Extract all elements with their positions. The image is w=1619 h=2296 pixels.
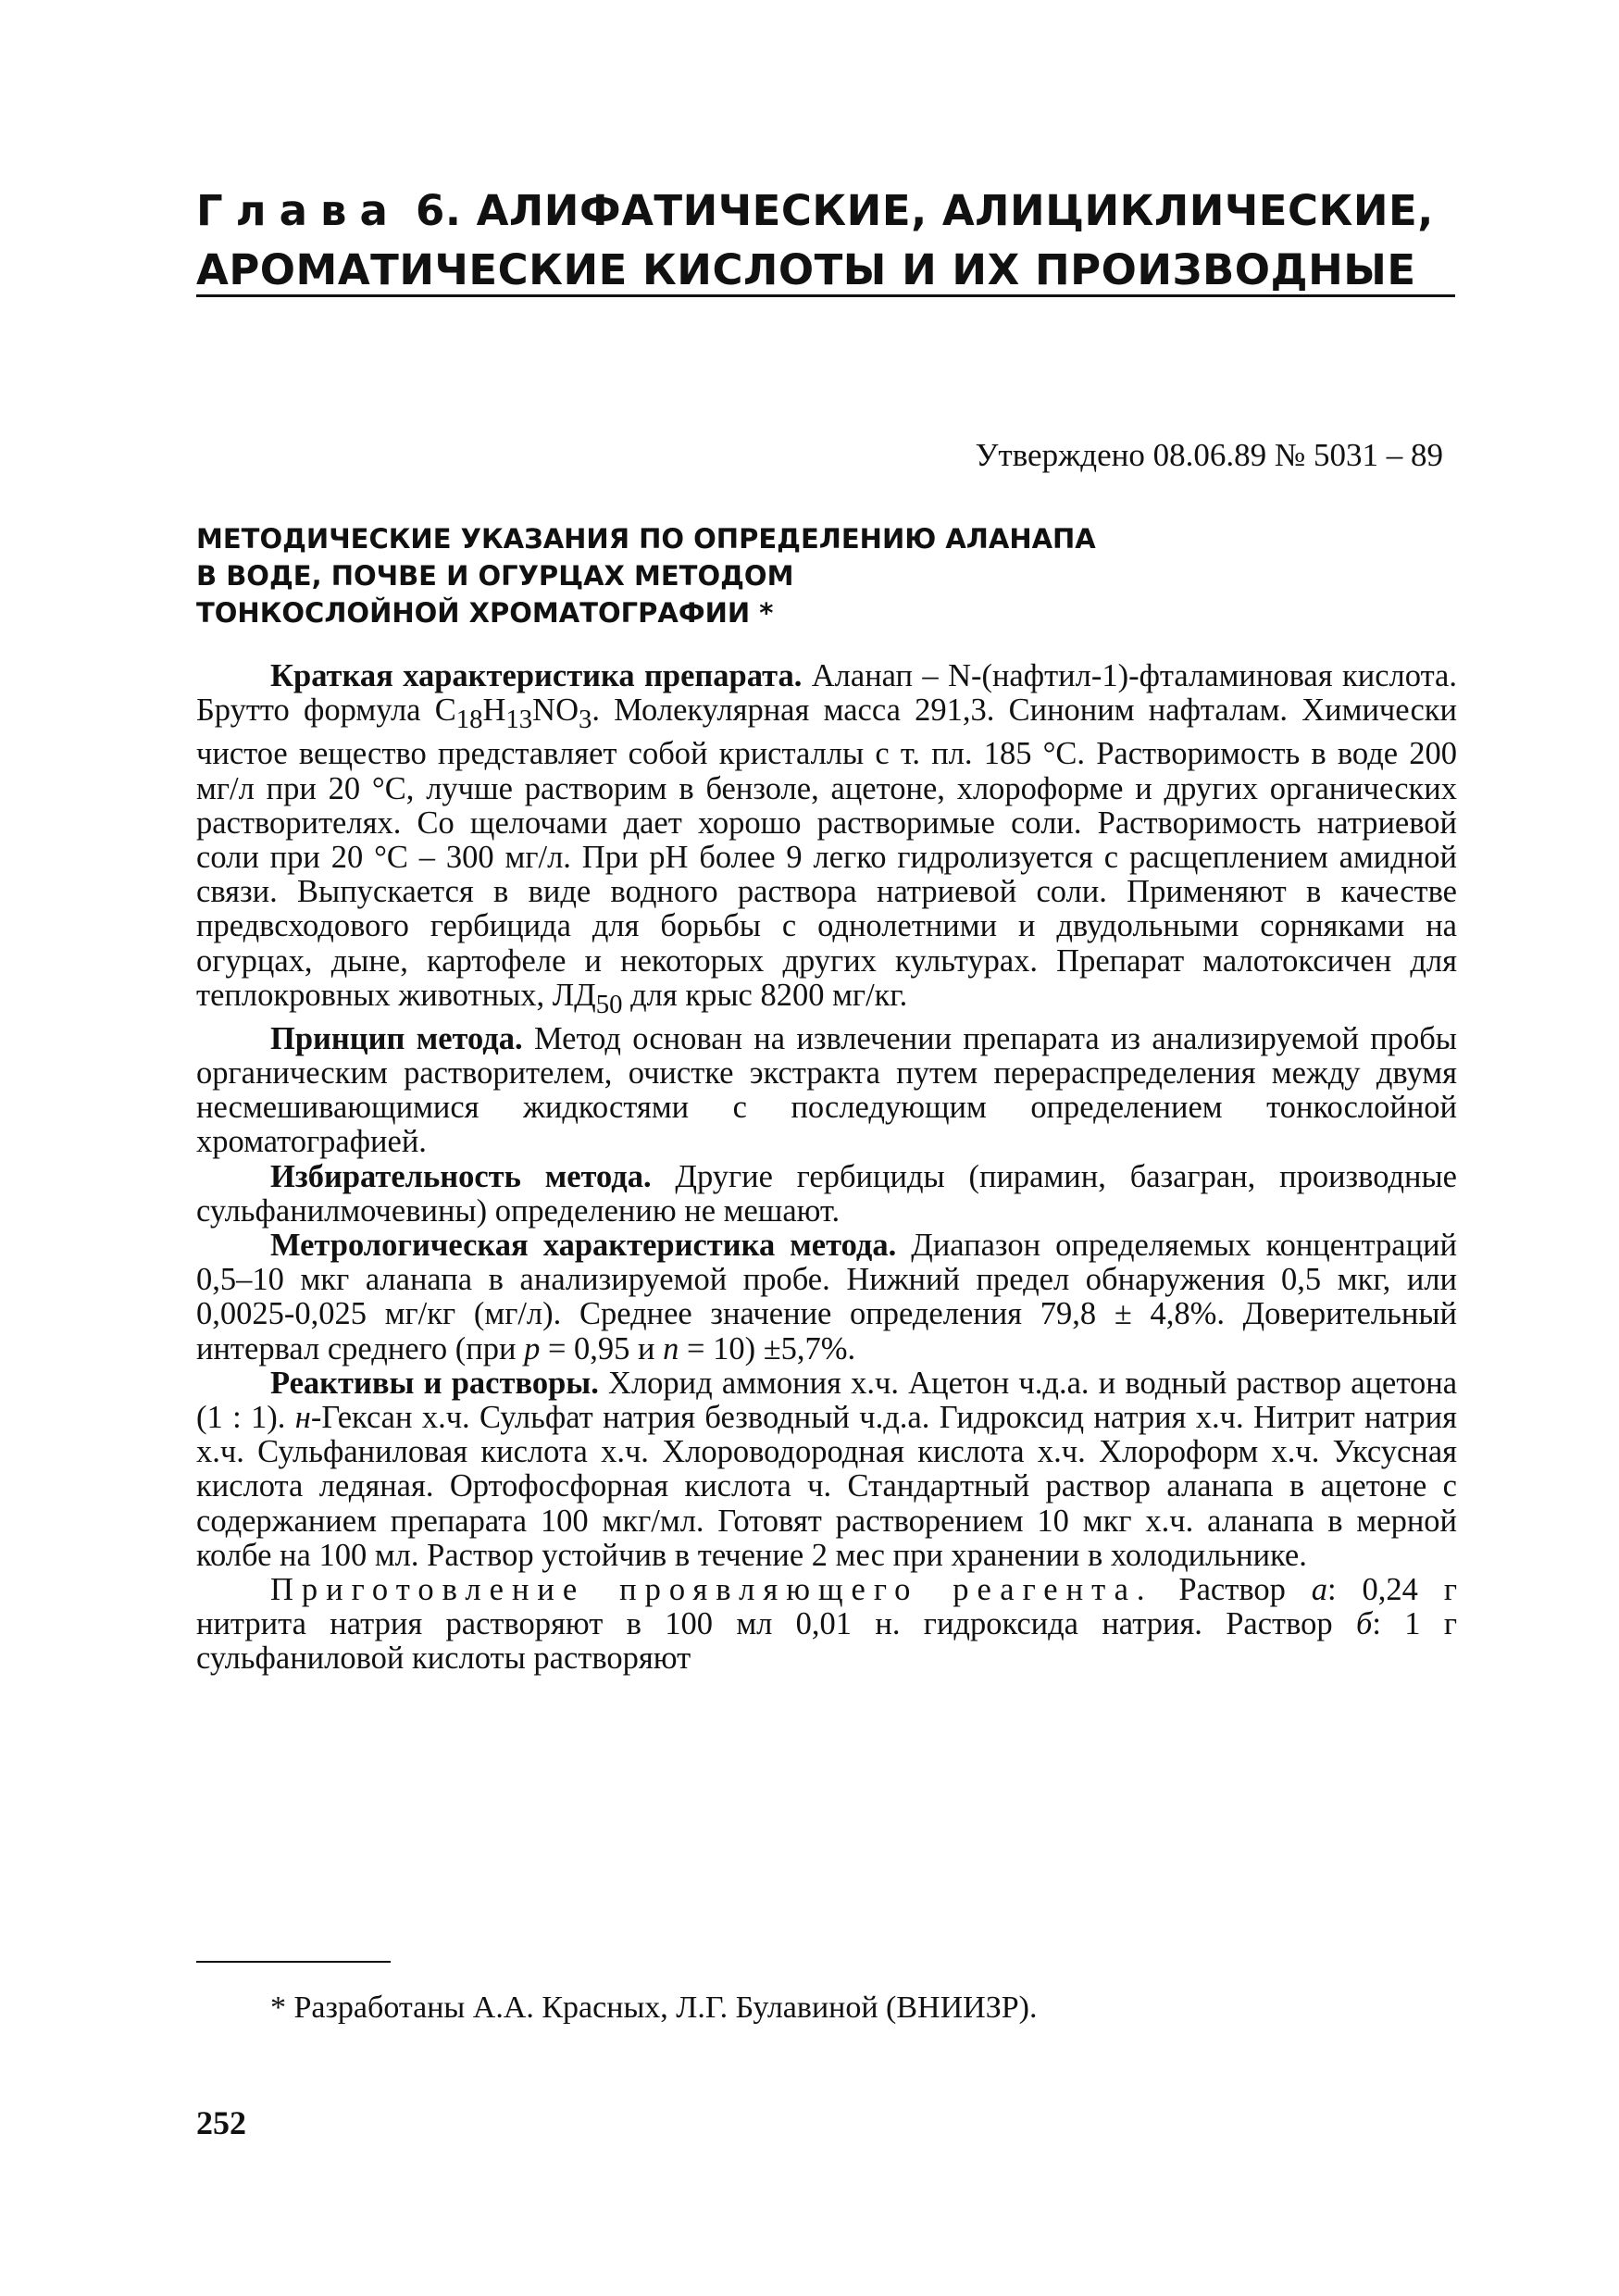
subscript: 3 [579,705,592,735]
text-span: Метод основан на извлечении препарата из анализируемой пробы органическим растворителем, очистке экстракта путем перераспределения между двумя несмешивающимися жидкостями с последующим определением тонкослойной хроматографией. [196,1020,1457,1160]
chapter-label: Глава [196,186,401,235]
subscript: 13 [505,705,533,735]
page-number: 252 [196,2104,246,2141]
variable: н [294,1400,311,1436]
heading-principle: Принцип метода. [270,1020,523,1056]
variable: n [663,1330,679,1366]
chapter-title-part-2: АРОМАТИЧЕСКИЕ КИСЛОТЫ И ИХ ПРОИЗВОДНЫЕ [196,245,1416,294]
footnote: * Разработаны А.А. Красных, Л.Г. Булавиной (ВНИИЗР). [270,1990,1038,2025]
heading-selectivity: Избирательность метода. [270,1158,652,1194]
text-span: для крыс 8200 мг/кг. [622,977,908,1013]
chapter-heading-line-1 [196,181,1455,241]
document-title [196,520,1307,631]
chapter-divider [196,294,1455,297]
paragraph-metrology [196,1229,1457,1366]
heading-characteristic: Краткая характеристика препарата. [270,658,803,693]
paragraph-preparation [196,1573,1457,1677]
text-span: = 10) ±5,7%. [679,1330,856,1366]
text-span: NO [532,693,579,729]
subscript: 18 [455,705,483,735]
heading-preparation: Приготовление проявляющего реагента. [270,1572,1153,1608]
heading-reagents: Реактивы и растворы. [270,1365,599,1401]
text-span: = 0,95 и [540,1330,664,1366]
text-span: Хлорид аммония х.ч. Ацетон ч.д.а. и водный раствор ацетона (1 : 1). [196,1365,1458,1436]
heading-metrology: Метрологическая характеристика метода. [270,1228,897,1264]
document-title-line-1: МЕТОДИЧЕСКИЕ УКАЗАНИЯ ПО ОПРЕДЕЛЕНИЮ АЛАНАПА [196,523,1096,555]
text-span: Раствор [1152,1572,1312,1608]
paragraph-characteristic [196,659,1457,1022]
footnote-divider [196,1961,391,1963]
text-span: Диапазон определяемых концентраций 0,5–10 мкг аланапа в анализируемой пробе. Нижний предел обнаружения 0,5 мкг, или 0,0025-0,025 мг/кг (мг/л). Среднее значение определения 79,8 ± 4,8%. Доверительный интервал среднего (при [196,1228,1458,1366]
chapter-heading [196,181,1455,300]
document-title-line-2: В ВОДЕ, ПОЧВЕ И ОГУРЦАХ МЕТОДОМ [196,560,794,592]
chapter-title-part-1: 6. АЛИФАТИЧЕСКИЕ, АЛИЦИКЛИЧЕСКИЕ, [416,186,1434,235]
variable: p [524,1330,541,1366]
paragraph-reagents [196,1366,1457,1573]
variable: а [1311,1572,1328,1608]
variable: б [1356,1606,1373,1642]
subscript: 50 [595,989,623,1019]
text-span: Другие гербициды (пирамин, базагран, производные сульфанилмочевины) определению не мешают. [196,1158,1457,1229]
text-span: . Молекулярная масса 291,3. Синоним нафталам. Химически чистое вещество представляет собой кристаллы с т. пл. 185 °С. Растворимость в воде 200 мг/л при 20 °С, лучше растворим в бензоле, ацетоне, хлороформе и других органических растворителях. Со щелочами дает хорошо растворимые соли. Растворимость натриевой соли при 20 °С – 300 мг/л. При pH более 9 легко гидролизуется с расщеплением амидной связи. Выпускается в виде водного раствора натриевой соли. Применяют в качестве предвсходового гербицида для борьбы с однолетними и двудольными сорняками на огурцах, дыне, картофеле и некоторых других культурах. Препарат малотоксичен для теплокровных животных, ЛД [196,693,1457,1013]
text-span: : 0,24 г нитрита натрия растворяют в 100 мл 0,01 н. гидроксида натрия. Раствор [196,1572,1457,1642]
document-title-line-3: ТОНКОСЛОЙНОЙ ХРОМАТОГРАФИИ * [196,597,774,629]
text-span: -Гексан х.ч. Сульфат натрия безводный ч.д.а. Гидроксид натрия х.ч. Нитрит натрия х.ч. Сульфаниловая кислота х.ч. Хлороводородная кислота х.ч. Хлороформ х.ч. Уксусная кислота ледяная. Ортофосфорная кислота ч. Стандартный раствор аланапа в ацетоне с содержанием препарата 100 мкг/мл. Готовят растворением 10 мкг х.ч. аланапа в мерной колбе на 100 мл. Раствор устойчив в течение 2 мес при хранении в холодильнике. [196,1400,1457,1573]
paragraph-principle [196,1022,1457,1160]
text-span: : 1 г сульфаниловой кислоты растворяют [196,1606,1457,1677]
body-text [196,659,1457,1677]
paragraph-selectivity [196,1160,1457,1229]
text-span: H [482,693,506,729]
approval-line: Утверждено 08.06.89 № 5031 – 89 [975,437,1443,473]
text-span: Аланап – N-(нафтил-1)-фталаминовая кислота. Брутто формула C [196,658,1457,729]
